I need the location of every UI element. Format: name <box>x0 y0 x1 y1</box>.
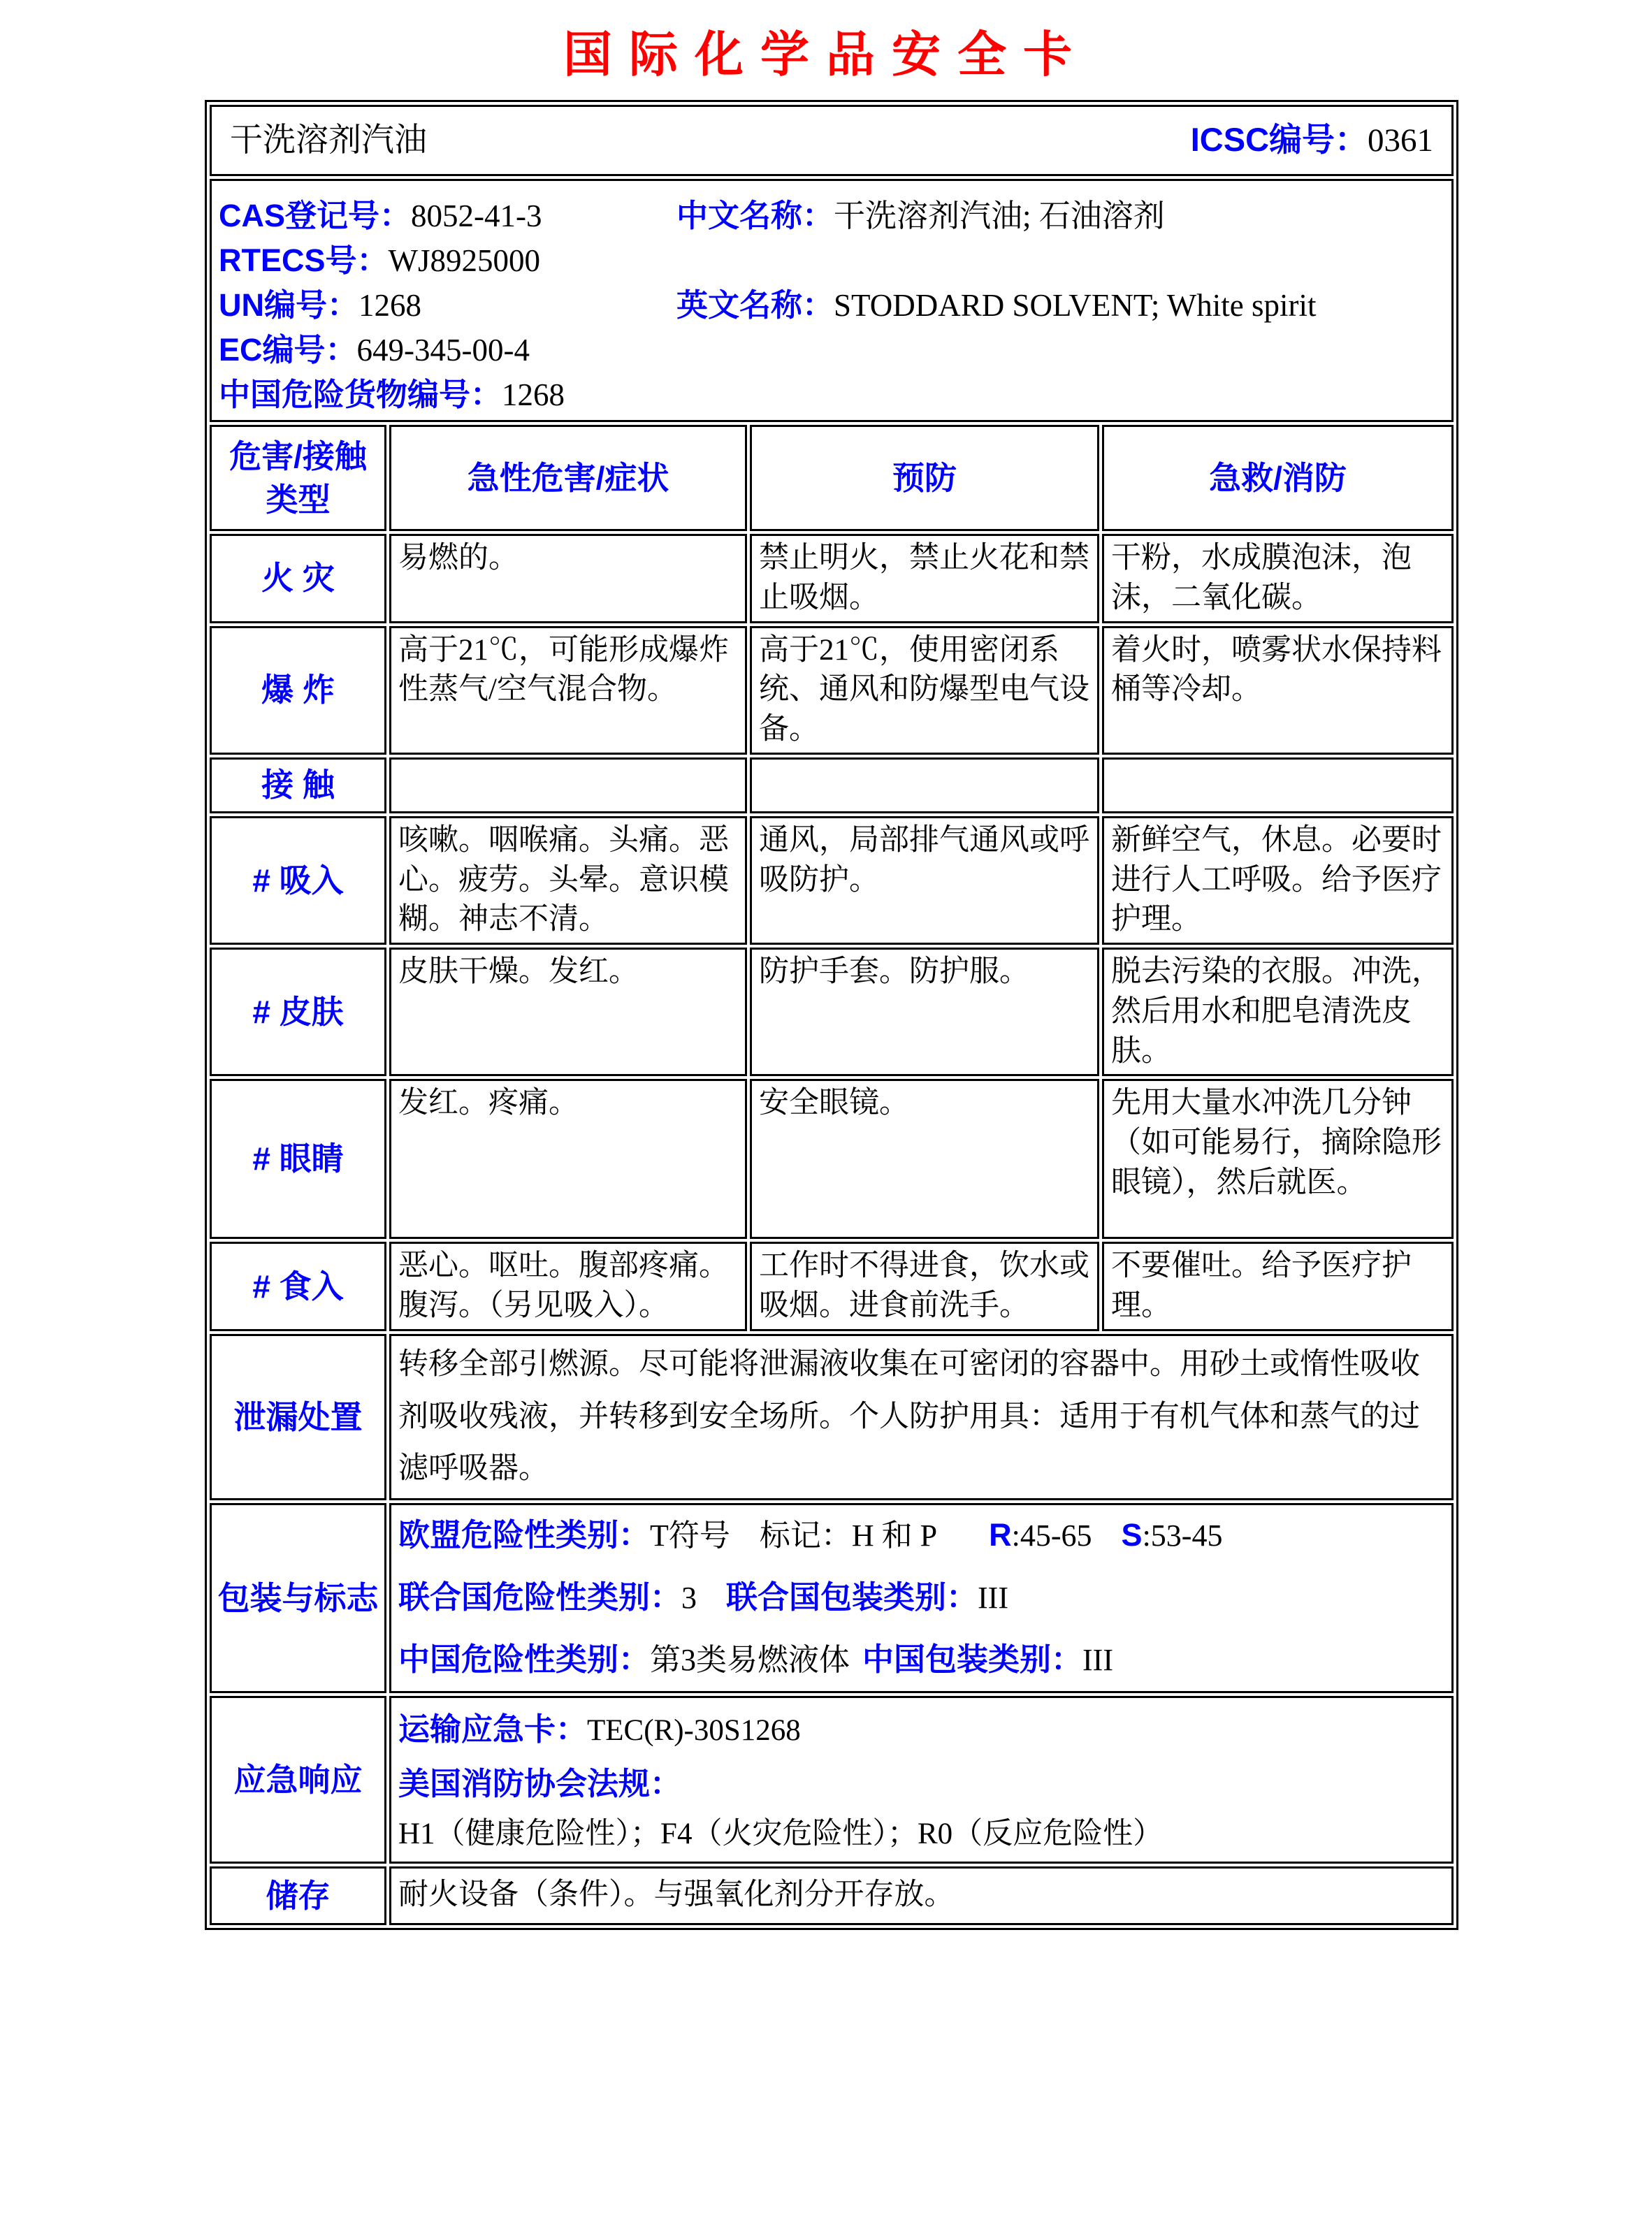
row-fire <box>210 534 1454 623</box>
cn-pack-value: III <box>1082 1643 1113 1678</box>
packaging-un-line <box>398 1576 1444 1620</box>
ingestion-prevention: 工作时不得进食，饮水或吸烟。进食前洗手。 <box>750 1242 1099 1331</box>
exposure-prevention <box>750 757 1099 813</box>
r-phrases-label: R <box>989 1517 1012 1553</box>
english-name-label: 英文名称： <box>676 287 834 323</box>
eyes-symptoms: 发红。疼痛。 <box>389 1079 747 1239</box>
row-spill <box>210 1334 1454 1500</box>
s-phrases-value: :53-45 <box>1142 1518 1223 1553</box>
exposure-firefighting <box>1102 757 1454 813</box>
chinese-name-label: 中文名称： <box>676 198 834 233</box>
un-number <box>219 283 676 328</box>
row-exposure <box>210 757 1454 813</box>
tec-card-label: 运输应急卡： <box>398 1711 588 1748</box>
storage-type-label: 储存 <box>210 1866 386 1925</box>
english-name-value: STODDARD SOLVENT; White spirit <box>834 288 1317 323</box>
row-explosion <box>210 626 1454 755</box>
identifiers-left-column <box>219 194 676 417</box>
cn-class-value: 第3类易燃液体 <box>650 1643 850 1678</box>
icsc-number-label: ICSC编号： <box>1190 121 1368 159</box>
ingestion-firstaid: 不要催吐。给予医疗护理。 <box>1102 1242 1454 1331</box>
eu-class-value: T符号 <box>650 1518 730 1553</box>
fire-firefighting: 干粉，水成膜泡沫，泡沫，二氧化碳。 <box>1102 534 1454 623</box>
tec-card-value: TEC(R)-30S1268 <box>587 1714 801 1748</box>
fire-prevention: 禁止明火，禁止火花和禁止吸烟。 <box>750 534 1099 623</box>
mark-value: H 和 P <box>851 1518 938 1553</box>
hazard-header-row <box>210 425 1454 531</box>
page-title: 国际化学品安全卡 <box>563 27 1089 82</box>
explosion-prevention: 高于21℃，使用密闭系统、通风和防爆型电气设备。 <box>750 626 1099 755</box>
row-skin <box>210 948 1454 1076</box>
icsc-number-value: 0361 <box>1368 122 1434 159</box>
cas-label: CAS登记号： <box>219 198 412 233</box>
packaging-eu-line <box>398 1514 1444 1558</box>
nfpa-line <box>398 1760 1444 1859</box>
exposure-symptoms <box>389 757 747 813</box>
ingestion-type-label: # 食入 <box>210 1242 386 1331</box>
skin-prevention: 防护手套。防护服。 <box>750 948 1099 1076</box>
rtecs-number <box>219 238 676 283</box>
un-value: 1268 <box>358 288 421 323</box>
un-pack-label: 联合国包装类别： <box>726 1579 978 1616</box>
header-hazard-type-line2: 类型 <box>266 481 331 518</box>
name-cell <box>210 105 1454 176</box>
eyes-prevention: 安全眼镜。 <box>750 1079 1099 1239</box>
chinese-name <box>676 194 1444 238</box>
cn-class-label: 中国危险性类别： <box>398 1641 651 1678</box>
fire-type-label: 火 灾 <box>210 534 386 623</box>
emergency-text-cell <box>389 1696 1454 1864</box>
un-label: UN编号： <box>219 287 358 323</box>
china-dg-label: 中国危险货物编号： <box>219 377 502 412</box>
inhalation-firstaid: 新鲜空气，休息。必要时进行人工呼吸。给予医疗护理。 <box>1102 816 1454 945</box>
header-firefighting: 急救/消防 <box>1102 425 1454 531</box>
china-dg-number <box>219 372 676 417</box>
rtecs-label: RTECS号： <box>219 242 389 278</box>
eu-class-label: 欧盟危险性类别： <box>398 1517 651 1553</box>
inhalation-type-label: # 吸入 <box>210 816 386 945</box>
skin-type-label: # 皮肤 <box>210 948 386 1076</box>
ec-label: EC编号： <box>219 332 357 368</box>
ingestion-symptoms: 恶心。呕吐。腹部疼痛。腹泻。（另见吸入）。 <box>389 1242 747 1331</box>
inhalation-prevention: 通风，局部排气通风或呼吸防护。 <box>750 816 1099 945</box>
icsc-number <box>1191 118 1433 162</box>
cas-number <box>219 194 676 238</box>
rtecs-value: WJ8925000 <box>388 243 541 278</box>
eyes-type-label: # 眼睛 <box>210 1079 386 1239</box>
fire-symptoms: 易燃的。 <box>389 534 747 623</box>
name-row <box>210 105 1454 176</box>
nfpa-value: H1（健康危险性）；F4（火灾危险性）；R0（反应危险性） <box>398 1818 1164 1851</box>
row-inhalation <box>210 816 1454 945</box>
mark-label: 标记： <box>759 1518 852 1553</box>
row-emergency <box>210 1696 1454 1864</box>
cn-pack-label: 中国包装类别： <box>862 1641 1083 1678</box>
skin-firstaid: 脱去污染的衣服。冲洗，然后用水和肥皂清洗皮肤。 <box>1102 948 1454 1076</box>
chinese-name-value: 干洗溶剂汽油; 石油溶剂 <box>834 198 1165 233</box>
explosion-firefighting: 着火时，喷雾状水保持料桶等冷却。 <box>1102 626 1454 755</box>
identifiers-row <box>210 179 1454 422</box>
un-pack-value: III <box>978 1581 1008 1616</box>
safety-card-table <box>205 100 1458 1930</box>
r-phrases-value: :45-65 <box>1011 1518 1092 1553</box>
spill-text: 转移全部引燃源。尽可能将泄漏液收集在可密闭的容器中。用砂土或惰性吸收剂吸收残液，并转移到安全场所。个人防护用具：适用于有机气体和蒸气的过滤呼吸器。 <box>398 1347 1420 1486</box>
identifiers-cell <box>210 179 1454 422</box>
row-packaging <box>210 1503 1454 1693</box>
spill-type-label: 泄漏处置 <box>210 1334 386 1500</box>
substance-name: 干洗溶剂汽油 <box>230 122 427 159</box>
row-eyes <box>210 1079 1454 1239</box>
china-dg-value: 1268 <box>502 377 565 412</box>
exposure-type-label: 接 触 <box>210 757 386 813</box>
cas-value: 8052-41-3 <box>411 198 542 233</box>
row-storage <box>210 1866 1454 1925</box>
ec-value: 649-345-00-4 <box>356 333 530 368</box>
un-class-value: 3 <box>681 1581 697 1616</box>
header-symptoms: 急性危害/症状 <box>389 425 747 531</box>
s-phrases-label: S <box>1121 1517 1143 1553</box>
storage-text-cell <box>389 1866 1454 1925</box>
header-prevention: 预防 <box>750 425 1099 531</box>
skin-symptoms: 皮肤干燥。发红。 <box>389 948 747 1076</box>
row-ingestion <box>210 1242 1454 1331</box>
header-hazard-type-line1: 危害/接触 <box>229 437 367 474</box>
packaging-type-label: 包装与标志 <box>210 1503 386 1693</box>
explosion-symptoms: 高于21℃，可能形成爆炸性蒸气/空气混合物。 <box>389 626 747 755</box>
emergency-type-label: 应急响应 <box>210 1696 386 1864</box>
storage-text: 耐火设备（条件）。与强氧化剂分开存放。 <box>398 1878 955 1912</box>
nfpa-label: 美国消防协会法规： <box>398 1766 682 1802</box>
inhalation-symptoms: 咳嗽。咽喉痛。头痛。恶心。疲劳。头晕。意识模糊。神志不清。 <box>389 816 747 945</box>
spill-text-cell <box>389 1334 1454 1500</box>
identifiers-right-column <box>676 194 1444 417</box>
header-hazard-type <box>210 425 386 531</box>
explosion-type-label: 爆 炸 <box>210 626 386 755</box>
packaging-text-cell <box>389 1503 1454 1693</box>
english-name <box>676 283 1444 328</box>
ec-number <box>219 328 676 372</box>
packaging-cn-line <box>398 1638 1444 1682</box>
eyes-firstaid: 先用大量水冲洗几分钟（如可能易行，摘除隐形眼镜），然后就医。 <box>1102 1079 1454 1239</box>
un-class-label: 联合国危险性类别： <box>398 1579 682 1616</box>
tec-card-line <box>398 1705 1444 1755</box>
